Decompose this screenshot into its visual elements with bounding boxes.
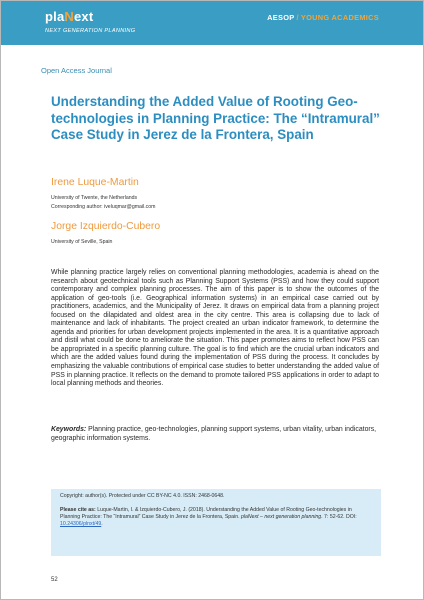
logo-text-ext: ext <box>73 9 94 24</box>
citation-text <box>60 507 372 529</box>
copyright-notice: Copyright: author(s). Protected under CC BY-NC 4.0. ISSN: 2468-0648. <box>60 493 225 499</box>
corresponding-author: Corresponding author: iveluqmar@gmail.com <box>51 204 156 210</box>
logo-text-n: N <box>64 9 74 24</box>
author-name-1: Irene Luque-Martin <box>51 177 139 188</box>
paper-title: Understanding the Added Value of Rooting Geo-technologies in Planning Practice: The “Intramural” Case Study in Jerez de la Frontera, Spain <box>51 94 380 142</box>
author-affiliation-1: University of Twente, the Netherlands <box>51 195 138 201</box>
keywords-label: Keywords: <box>51 426 87 433</box>
citation-body: Luque-Martin, I. & Izquierdo-Cubero, J. (2018). Understanding the Added Value of Rooting Geo-technologies in Planning Practice: The “Intramural” Case Study in Jerez de la Frontera, Spain. <box>60 507 352 521</box>
journal-header <box>1 1 423 45</box>
author-name-2: Jorge Izquierdo-Cubero <box>51 221 161 232</box>
abstract: While planning practice largely relies on conventional planning methodologies, academia is ahead on the research about geotechnical tools such as Planning Support Systems (PSS) and how they could support contemporary and complex planning processes. The aim of this paper is to show the outcomes of the application of geo-tools (i.e. Geographical information systems) in an empirical case carried out by practitioners, academics, and the Municipality of Jerez. It draws on empirical data from a planning project focused on the dilapidated and oldest area in the city centre. This area is collapsing due to lack of maintenance and lack of inhabitants. The project created an urban indicator framework, to determine the agenda and priorities for urban development projects implemented in the area. It is a quantitative approach and distil what could be done to ameliorate the situation. This paper promotes aims to reflect how PSS can be appropriated in a specific planning culture. The goal is to find which are the crucial urban indicators and which are the added values found during the implementation of PSS during the process. It concludes by emphasizing the valuable contributions of empirical case studies to better understanding the added value of PSS in planning practice. It reflects on the demand to promote tailored PSS applications in order to adapt to local planning methods and theories. <box>51 269 379 388</box>
citation-label: Please cite as: <box>60 507 96 513</box>
citation-box <box>51 489 381 556</box>
tag-separator: / <box>296 13 299 22</box>
page-number: 52 <box>51 577 58 583</box>
tag-young-academics: YOUNG ACADEMICS <box>300 13 379 22</box>
journal-logo <box>45 9 93 24</box>
doi-link[interactable]: 10.24306/plnxt/49 <box>60 521 102 528</box>
logo-text-pla: pla <box>45 9 65 24</box>
citation-end: . <box>101 521 103 528</box>
keywords <box>51 426 379 443</box>
author-affiliation-2: University of Seville, Spain <box>51 239 113 245</box>
citation-pages: . 7: 52-62. DOI: <box>321 514 357 521</box>
citation-journal: plaNext – next generation planning <box>240 514 322 521</box>
tag-aesop: AESOP <box>267 13 295 22</box>
logo-subtitle: NEXT GENERATION PLANNING <box>45 28 136 34</box>
open-access-label: Open Access Journal <box>41 66 112 75</box>
keywords-text: Planning practice, geo-technologies, planning support systems, urban vitality, urban indicators, geographic information systems. <box>51 426 377 442</box>
aesop-young-academics-tag <box>267 13 379 22</box>
